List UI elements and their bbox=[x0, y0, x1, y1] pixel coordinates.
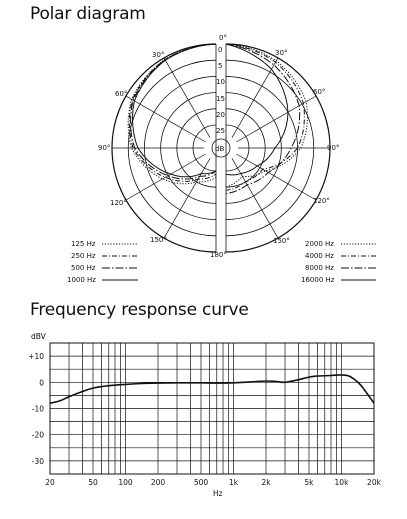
angle-label-30-right: 30° bbox=[275, 49, 288, 57]
angle-label-120-right: 120° bbox=[313, 197, 330, 205]
polar-legend bbox=[67, 240, 376, 284]
angle-label-0: 0° bbox=[219, 34, 227, 42]
angle-label-30-left: 30° bbox=[152, 51, 165, 59]
angle-label-90-right: 90° bbox=[327, 144, 340, 152]
polar-curve-500hz bbox=[131, 44, 216, 179]
polar-curve-8000hz bbox=[226, 44, 300, 194]
y-tick-label: -10 bbox=[31, 404, 44, 414]
x-tick-label: 10k bbox=[334, 478, 349, 487]
frequency-ticks bbox=[28, 352, 381, 487]
ring-label: 20 bbox=[216, 111, 225, 119]
ring-label: 15 bbox=[216, 95, 225, 103]
polar-spoke bbox=[126, 96, 206, 142]
angle-label-60-left: 60° bbox=[115, 90, 128, 98]
angle-label-150-left: 150° bbox=[150, 236, 167, 244]
legend-right-label: 4000 Hz bbox=[305, 252, 334, 260]
polar-curve-250hz bbox=[129, 44, 216, 181]
legend-right-label: 2000 Hz bbox=[305, 240, 334, 248]
y-tick-label: +10 bbox=[28, 352, 44, 362]
legend-left-label: 1000 Hz bbox=[67, 276, 96, 284]
ring-label: 10 bbox=[216, 78, 225, 86]
ring-label: 0 bbox=[218, 46, 223, 54]
polar-spoke bbox=[232, 58, 278, 138]
angle-label-180: 180° bbox=[210, 251, 227, 259]
y-axis-label: dBV bbox=[31, 332, 46, 341]
y-tick-label: 0 bbox=[39, 378, 44, 388]
frequency-response-line bbox=[50, 375, 374, 403]
polar-diagram-title: Polar diagram bbox=[30, 4, 146, 24]
y-tick-label: -20 bbox=[31, 430, 44, 440]
legend-left-label: 250 Hz bbox=[71, 252, 96, 260]
polar-spoke bbox=[236, 154, 316, 200]
angle-label-60-right: 60° bbox=[313, 88, 326, 96]
x-tick-label: 50 bbox=[88, 478, 98, 487]
polar-spoke bbox=[236, 96, 316, 142]
ring-labels bbox=[215, 46, 225, 153]
legend-right-label: 16000 Hz bbox=[301, 276, 335, 284]
frequency-curve bbox=[50, 375, 374, 403]
y-tick-label: -30 bbox=[31, 456, 44, 466]
angle-label-90-left: 90° bbox=[98, 144, 111, 152]
legend-left-label: 500 Hz bbox=[71, 264, 96, 272]
x-axis-label: Hz bbox=[213, 489, 223, 498]
angle-label-120-left: 120° bbox=[110, 199, 127, 207]
x-tick-label: 5k bbox=[304, 478, 314, 487]
x-tick-label: 20 bbox=[45, 478, 55, 487]
x-tick-label: 20k bbox=[367, 478, 381, 487]
polar-spoke bbox=[126, 154, 206, 200]
x-tick-label: 1k bbox=[228, 478, 239, 487]
angle-label-150-right: 150° bbox=[273, 237, 290, 245]
ring-label: 5 bbox=[218, 62, 223, 70]
x-tick-label: 200 bbox=[150, 478, 166, 487]
x-tick-label: 2k bbox=[261, 478, 271, 487]
ring-label: 25 bbox=[216, 127, 225, 135]
polar-spoke bbox=[164, 58, 210, 138]
x-tick-label: 500 bbox=[193, 478, 209, 487]
db-label: dB bbox=[215, 145, 225, 153]
legend-left-label: 125 Hz bbox=[71, 240, 96, 248]
frequency-response-title: Frequency response curve bbox=[30, 300, 249, 320]
plot-frame bbox=[50, 343, 374, 474]
x-tick-label: 100 bbox=[118, 478, 133, 487]
polar-spoke bbox=[164, 158, 210, 238]
legend-right-label: 8000 Hz bbox=[305, 264, 334, 272]
frequency-grid bbox=[50, 343, 374, 474]
